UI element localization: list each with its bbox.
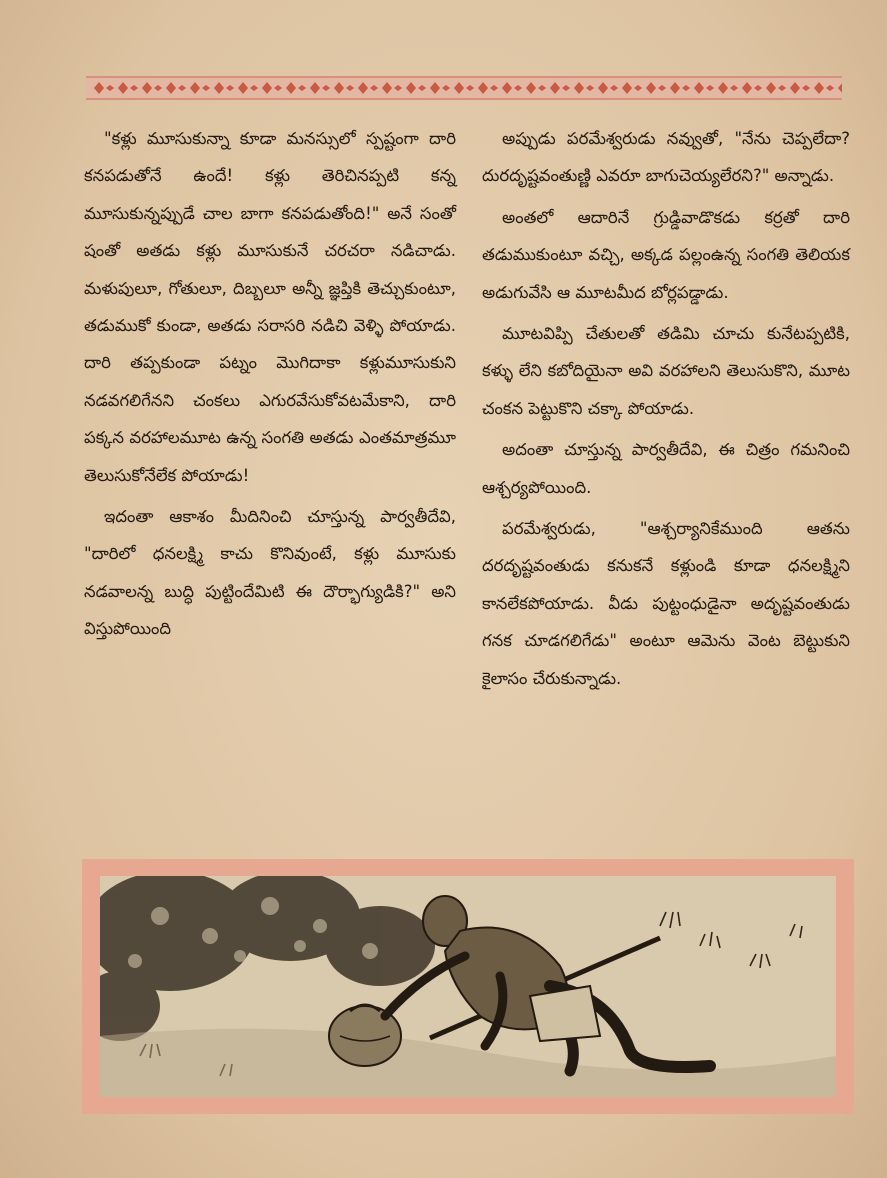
ornament-star-icon xyxy=(190,82,210,94)
blind-man-with-money-bag-illustration xyxy=(100,876,836,1097)
ornament-star-icon xyxy=(718,82,738,94)
paragraph: మూటవిప్పి చేతులతో తడిమి చూచు కునేటప్పటికి, కళ్ళు లేని కబోదియైనా అవి వరహాలని తెలుసుకొని, మూట చంకన పెట్టుకొని చక్కా పోయాడు. xyxy=(482,324,850,418)
ornament-star-icon xyxy=(286,82,306,94)
ornament-star-icon xyxy=(526,82,546,94)
ornament-star-icon xyxy=(550,82,570,94)
right-text-column xyxy=(482,120,850,701)
ornament-star-icon xyxy=(382,82,402,94)
paragraph: అంతలో ఆదారినే గ్రుడ్డివాడొకడు కర్రతో దారి తడుముకుంటూ వచ్చి, అక్కడ పల్లంఉన్న సంగతి తెలియక అడుగువేసి ఆ మూటమీద బోర్లపడ్డాడు. xyxy=(482,207,850,302)
paragraph: "కళ్లు మూసుకున్నా కూడా మనస్సులో స్పష్టంగా దారి కనపడుతోనే ఉందే! కళ్లు తెరిచినప్పటి కన్న మూసుకున్నప్పుడే చాల బాగా కనపడుతోంది!" అనే సంతో షంతో అతడు కళ్లు మూసుకునే చరచరా నడిచాడు. మళుపులూ, గోతులూ, దిబ్బలూ అన్నీ జ్ఞప్తికి తెచ్చుకుంటూ, తడుముకో కుండా, అతడు సరాసరి నడిచి వెళ్ళి పోయాడు. దారి తప్పకుండా పట్నం మొగిదాకా కళ్లుమూసుకుని నడవగలిగేనని చంకలు ఎగురవేసుకోవటమేకాని, దారి పక్కన వరహాలమూట ఉన్న సంగతి అతడు ఎంతమాత్రమూ తెలుసుకోనేలేక పోయాడు! xyxy=(84,129,456,485)
ornament-star-icon xyxy=(118,82,138,94)
ornament-star-icon xyxy=(574,82,594,94)
paragraph: పరమేశ్వరుడు, "ఆశ్చర్యానికేముంది ఆతను దరదృష్టవంతుడు కనుకనే కళ్లుండి కూడా ధనలక్ష్మిని కానలేకపోయాడు. వీడు పుట్టంధుడైనా అదృష్టవంతుడు గనక చూడగలిగేడు" అంటూ ఆమెను వెంట బెట్టుకుని కైలాసం చేరుకున్నాడు. xyxy=(482,519,850,688)
ornament-star-icon xyxy=(742,82,762,94)
ornament-star-icon xyxy=(766,82,786,94)
ornament-star-icon xyxy=(646,82,666,94)
paragraph: అప్పుడు పరమేశ్వరుడు నవ్వుతో, "నేను చెప్పలేదా? దురదృష్టవంతుణ్ణి ఎవరూ బాగుచెయ్యలేరని?" అన్నాడు. xyxy=(482,129,850,186)
ornament-star-icon xyxy=(214,82,234,94)
ornament-star-icon xyxy=(358,82,378,94)
ornament-pattern-icon xyxy=(86,78,842,98)
ornament-star-icon xyxy=(262,82,282,94)
ornament-star-icon xyxy=(142,82,162,94)
paragraph: అదంతా చూస్తున్న పార్వతీదేవి, ఈ చిత్రం గమనించి ఆశ్చర్యపోయింది. xyxy=(482,440,850,497)
ornament-star-icon xyxy=(598,82,618,94)
ornament-star-icon xyxy=(406,82,426,94)
ornament-star-icon xyxy=(454,82,474,94)
paragraph: ఇదంతా ఆకాశం మీదినించి చూస్తున్న పార్వతీదేవి, "దారిలో ధనలక్ష్మి కాచు కొనివుంటే, కళ్లు మూసుకు నడవాలన్న బుద్ధి పుట్టిందేమిటి ఈ దౌర్భాగ్యుడికి?" అని విస్తుపోయింది xyxy=(84,507,456,639)
ornament-star-icon xyxy=(622,82,642,94)
ornament-star-icon xyxy=(238,82,258,94)
story-illustration-frame xyxy=(82,859,854,1114)
ornament-star-icon xyxy=(478,82,498,94)
decorative-border-band xyxy=(86,76,842,100)
ornament-star-icon xyxy=(814,82,834,94)
ornament-star-icon xyxy=(790,82,810,94)
ornament-star-icon xyxy=(502,82,522,94)
ornament-star-icon xyxy=(670,82,690,94)
ornament-star-icon xyxy=(94,82,114,94)
ornament-star-icon xyxy=(334,82,354,94)
ornament-star-icon xyxy=(430,82,450,94)
left-text-column xyxy=(84,120,456,652)
ornament-star-icon xyxy=(694,82,714,94)
ornament-star-icon xyxy=(838,82,842,94)
ornament-star-icon xyxy=(310,82,330,94)
ornament-star-icon xyxy=(166,82,186,94)
